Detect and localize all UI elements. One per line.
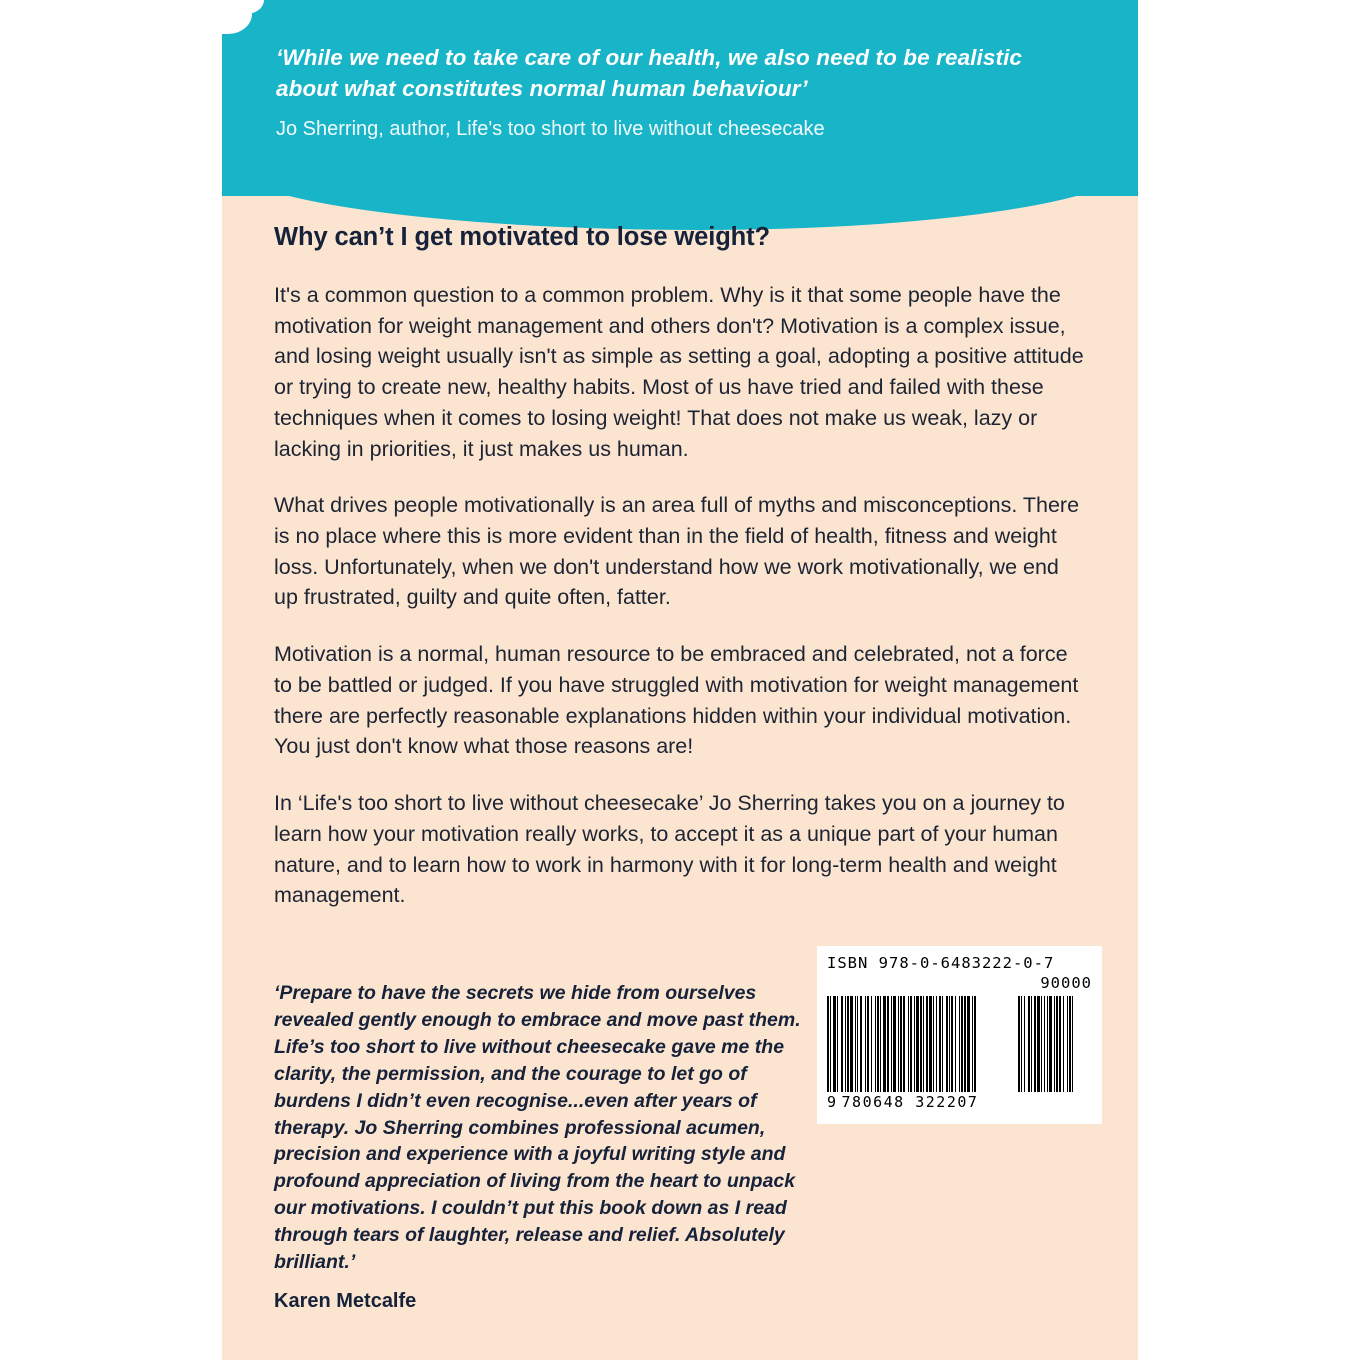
- blurb-paragraph-1: It's a common question to a common problem. Why is it that some people have the motivation for weight management and others don't? Motivation is a complex issue, and losing weight usually isn't as simple as setting a goal, adopting a positive attitude or trying to create new, healthy habits. Most of us have tried and failed with these techniques when it comes to losing weight! That does not make us weak, lazy or lacking in priorities, it just makes us human.: [274, 282, 1084, 461]
- barcode-bars-main: [827, 996, 1009, 1092]
- barcode-digits: [827, 1093, 1092, 1111]
- cover-canvas: [222, 0, 1138, 1360]
- blurb-title: Why can’t I get motivated to lose weight?: [274, 223, 771, 251]
- barcode-price-code: 90000: [1040, 974, 1092, 992]
- barcode-bars-addon: [1018, 996, 1090, 1092]
- isbn-barcode: [817, 946, 1102, 1124]
- blurb-block: [274, 222, 1088, 937]
- review-text: ‘Prepare to have the secrets we hide from ourselves revealed gently enough to embrace and move past them. Life’s too short to live without cheesecake gave me the clarity, the permission, and the courage to let go of burdens I didn’t even recognise...even after years of therapy. Jo Sherring combines professional acumen, precision and experience with a joyful writing style and profound appreciation of living from the heart to unpack our motivations. I couldn’t put this book down as I read through tears of laughter, release and relief. Absolutely brilliant.’: [274, 982, 801, 1274]
- barcode-digit-main: 780648 322207: [841, 1093, 979, 1111]
- endorsement-block: [276, 42, 1076, 142]
- review-author: Karen Metcalfe: [274, 1289, 417, 1312]
- blurb-paragraph-3: Motivation is a normal, human resource to be embraced and celebrated, not a force to be battled or judged. If you have struggled with motivation for weight management there are perfectly reasonable explanations hidden within your individual motivation. You just don't know what those reasons are!: [274, 642, 1079, 759]
- barcode-isbn-row: [827, 954, 1092, 972]
- blurb-paragraph-4: In ‘Life's too short to live without cheesecake’ Jo Sherring takes you on a journey to learn how your motivation really works, to accept it as a unique part of your human nature, and to learn how to work in harmony with it for long-term health and weight management.: [274, 791, 1065, 908]
- barcode-digit-lead: 9: [827, 1093, 838, 1111]
- teal-brush-edge: [222, 150, 1138, 230]
- review-block: [274, 980, 814, 1313]
- endorsement-attribution: Jo Sherring, author, Life's too short to live without cheesecake: [276, 118, 825, 141]
- endorsement-quote: ‘While we need to take care of our health, we also need to be realistic about what constitutes normal human behaviour’: [276, 45, 1023, 102]
- blurb-paragraph-2: What drives people motivationally is an area full of myths and misconceptions. There is no place where this is more evident than in the field of health, fitness and weight loss. Unfortunately, when we don't understand how we work motivationally, we end up frustrated, guilty and quite often, fatter.: [274, 493, 1080, 610]
- barcode-bars-wrap: [827, 996, 1092, 1092]
- barcode-isbn-label: ISBN 978-0-6483222-0-7: [827, 954, 1055, 972]
